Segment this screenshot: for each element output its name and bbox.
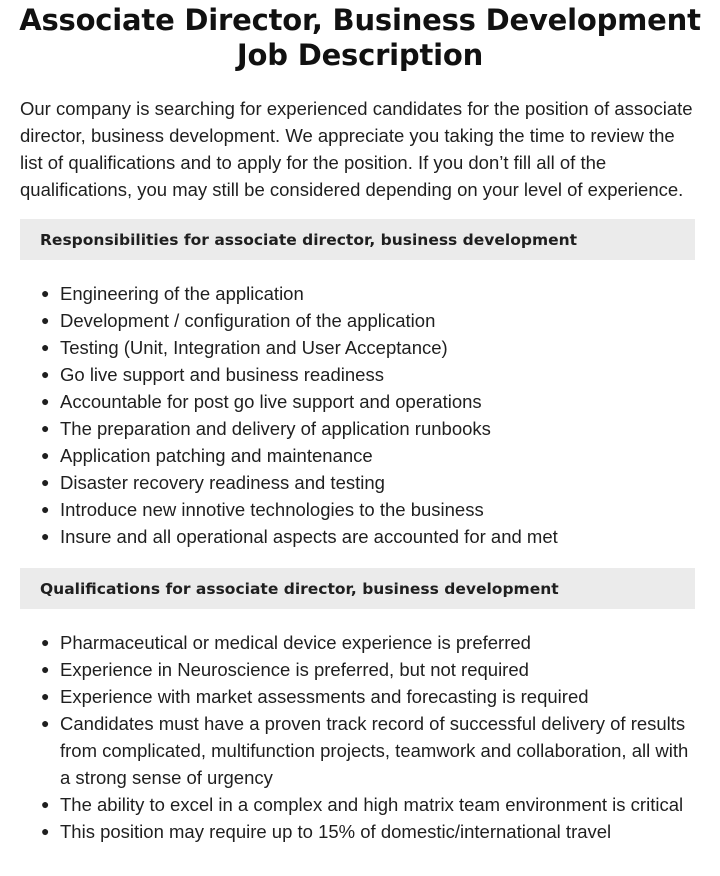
intro-paragraph: Our company is searching for experienced candidates for the position of associate director, business development. We appreciate you taking the time to review the list of qualifications and to apply for the position. If you don’t fill all of the qualifications, you may still be considered depending on your level of experience.: [20, 98, 693, 200]
list-item-text: The preparation and delivery of application runbooks: [60, 418, 491, 439]
list-item: [20, 388, 700, 415]
list-item-text: Pharmaceutical or medical device experience is preferred: [60, 632, 531, 653]
list-item: [20, 710, 700, 791]
bullet-icon: ●: [41, 661, 50, 677]
list-item: [20, 334, 700, 361]
list-item: [20, 361, 700, 388]
list-item-text: Experience in Neuroscience is preferred, but not required: [60, 659, 529, 680]
bullet-icon: ●: [41, 501, 50, 517]
bullet-icon: ●: [41, 312, 50, 328]
list-item-text: This position may require up to 15% of domestic/international travel: [60, 821, 612, 842]
list-item-text: Engineering of the application: [60, 283, 304, 304]
list-item: [20, 280, 700, 307]
page-title: Associate Director, Business Development Job Description: [19, 3, 701, 72]
responsibilities-list: [20, 280, 700, 550]
list-item: [20, 496, 700, 523]
list-item-text: Application patching and maintenance: [60, 445, 373, 466]
bullet-icon: ●: [41, 285, 50, 301]
list-item-text: Development / configuration of the application: [60, 310, 436, 331]
list-item: [20, 791, 700, 818]
list-item-text: Go live support and business readiness: [60, 364, 384, 385]
list-item: [20, 629, 700, 656]
bullet-icon: ●: [41, 715, 50, 731]
list-item-text: Introduce new innotive technologies to the business: [60, 499, 484, 520]
list-item: [20, 307, 700, 334]
qualifications-list: [20, 629, 700, 845]
list-item: [20, 656, 700, 683]
list-item-text: Accountable for post go live support and operations: [60, 391, 482, 412]
list-item-text: Testing (Unit, Integration and User Acceptance): [60, 337, 448, 358]
list-item-text: Experience with market assessments and forecasting is required: [60, 686, 589, 707]
list-item: [20, 818, 700, 845]
bullet-icon: ●: [41, 366, 50, 382]
list-item: [20, 415, 700, 442]
responsibilities-heading: Responsibilities for associate director, business development: [20, 219, 695, 260]
bullet-icon: ●: [41, 528, 50, 544]
bullet-icon: ●: [41, 447, 50, 463]
list-item: [20, 442, 700, 469]
bullet-icon: ●: [41, 796, 50, 812]
list-item-text: Insure and all operational aspects are accounted for and met: [60, 526, 558, 547]
bullet-icon: ●: [41, 339, 50, 355]
list-item: [20, 469, 700, 496]
list-item-text: Candidates must have a proven track record of successful delivery of results from complicated, multifunction projects, teamwork and collaboration, all with a strong sense of urgency: [60, 713, 689, 788]
qualifications-heading: Qualifications for associate director, business development: [20, 568, 695, 609]
bullet-icon: ●: [41, 474, 50, 490]
bullet-icon: ●: [41, 420, 50, 436]
bullet-icon: ●: [41, 393, 50, 409]
list-item: [20, 523, 700, 550]
list-item: [20, 683, 700, 710]
bullet-icon: ●: [41, 634, 50, 650]
list-item-text: The ability to excel in a complex and high matrix team environment is critical: [60, 794, 684, 815]
list-item-text: Disaster recovery readiness and testing: [60, 472, 385, 493]
bullet-icon: ●: [41, 688, 50, 704]
bullet-icon: ●: [41, 823, 50, 839]
